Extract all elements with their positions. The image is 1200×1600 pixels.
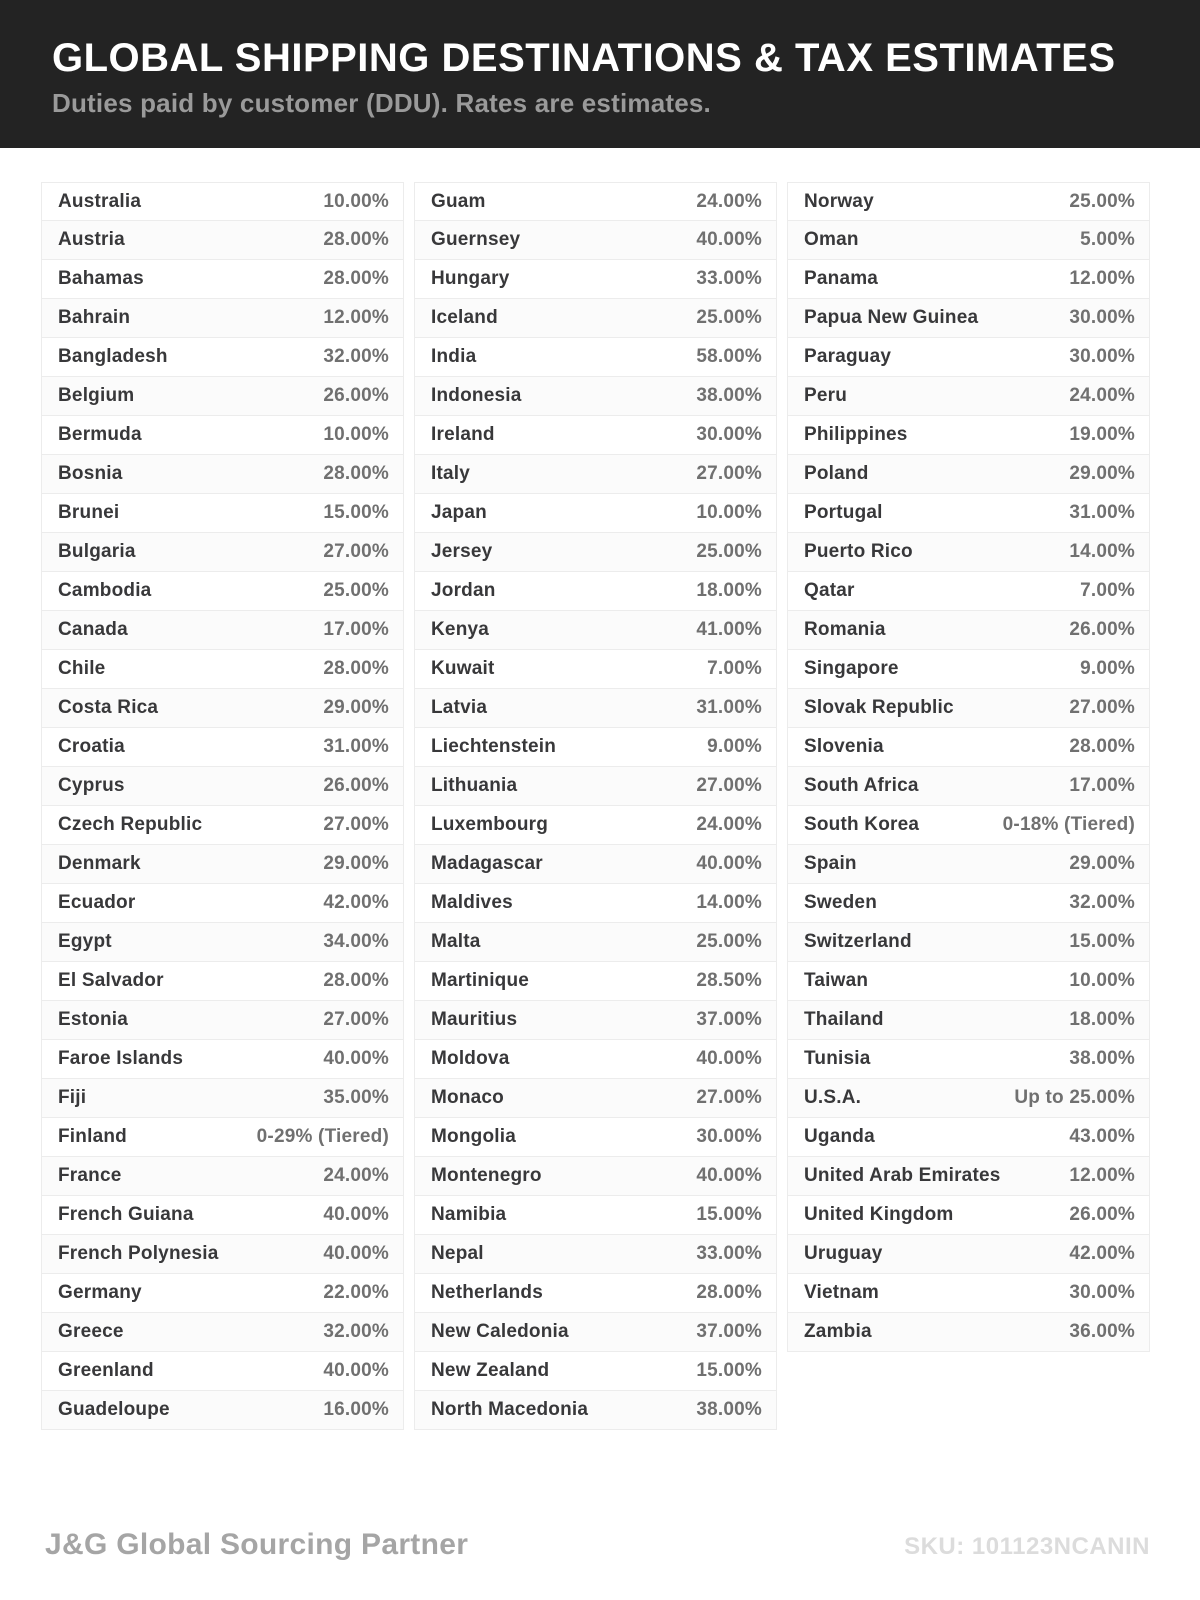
country-label: Mongolia: [431, 1126, 516, 1147]
country-label: Italy: [431, 463, 471, 484]
rate-value: 12.00%: [1069, 1165, 1135, 1186]
sku-label: SKU: 101123NCANIN: [904, 1533, 1150, 1560]
table-row: [787, 1118, 1150, 1157]
country-label: Poland: [804, 463, 869, 484]
rate-value: 10.00%: [696, 502, 762, 523]
country-label: Kuwait: [431, 658, 495, 679]
rate-value: 31.00%: [323, 736, 389, 757]
country-label: Cambodia: [58, 580, 152, 601]
rate-value: 9.00%: [1080, 658, 1135, 679]
table-row: [787, 1040, 1150, 1079]
table-row: [414, 1157, 777, 1196]
country-label: Slovenia: [804, 736, 884, 757]
table-row: [787, 1157, 1150, 1196]
rate-value: 28.00%: [1069, 736, 1135, 757]
footer: [0, 1528, 1200, 1562]
table-row: [414, 923, 777, 962]
rate-value: 27.00%: [696, 463, 762, 484]
rate-value: 16.00%: [323, 1399, 389, 1420]
table-row: [414, 962, 777, 1001]
table-row: [787, 728, 1150, 767]
table-row: [414, 260, 777, 299]
country-label: Slovak Republic: [804, 697, 954, 718]
rate-value: 27.00%: [1069, 697, 1135, 718]
rate-value: 28.00%: [323, 463, 389, 484]
table-row: [414, 416, 777, 455]
table-row: [41, 728, 404, 767]
rate-value: 26.00%: [1069, 1204, 1135, 1225]
table-row: [414, 338, 777, 377]
table-row: [414, 1079, 777, 1118]
country-label: Bermuda: [58, 424, 142, 445]
table-row: [414, 1313, 777, 1352]
table-row: [41, 1196, 404, 1235]
rate-value: 18.00%: [696, 580, 762, 601]
country-label: Latvia: [431, 697, 488, 718]
rate-value: 7.00%: [707, 658, 762, 679]
country-label: Mauritius: [431, 1009, 518, 1030]
table-row: [41, 611, 404, 650]
country-label: Faroe Islands: [58, 1048, 184, 1069]
rate-value: 37.00%: [696, 1321, 762, 1342]
country-label: Portugal: [804, 502, 883, 523]
rate-value: 30.00%: [1069, 307, 1135, 328]
country-label: Denmark: [58, 853, 141, 874]
rate-value: 26.00%: [323, 385, 389, 406]
country-label: Panama: [804, 268, 879, 289]
table-row: [787, 221, 1150, 260]
rate-value: 40.00%: [323, 1243, 389, 1264]
rate-value: 7.00%: [1080, 580, 1135, 601]
rate-value: 43.00%: [1069, 1126, 1135, 1147]
rate-value: Up to 25.00%: [1014, 1087, 1135, 1108]
rate-value: 0-18% (Tiered): [1002, 814, 1135, 835]
table-row: [41, 494, 404, 533]
country-label: France: [58, 1165, 122, 1186]
table-row: [787, 299, 1150, 338]
rate-value: 58.00%: [696, 346, 762, 367]
rate-value: 42.00%: [323, 892, 389, 913]
table-row: [414, 494, 777, 533]
country-label: Iceland: [431, 307, 498, 328]
table-row: [41, 650, 404, 689]
rate-value: 9.00%: [707, 736, 762, 757]
table-row: [414, 377, 777, 416]
table-row: [41, 1352, 404, 1391]
rate-value: 38.00%: [696, 385, 762, 406]
header-banner: [0, 0, 1200, 148]
table-row: [414, 1040, 777, 1079]
rate-value: 30.00%: [696, 1126, 762, 1147]
country-label: Costa Rica: [58, 697, 159, 718]
rate-value: 0-29% (Tiered): [256, 1126, 389, 1147]
table-row: [787, 845, 1150, 884]
country-label: Hungary: [431, 268, 510, 289]
country-label: United Arab Emirates: [804, 1165, 1001, 1186]
country-label: Chile: [58, 658, 106, 679]
rate-value: 15.00%: [323, 502, 389, 523]
country-label: Maldives: [431, 892, 513, 913]
country-label: Guam: [431, 190, 486, 212]
table-row: [41, 1235, 404, 1274]
rate-value: 37.00%: [696, 1009, 762, 1030]
table-row: [41, 416, 404, 455]
rate-value: 35.00%: [323, 1087, 389, 1108]
rate-value: 29.00%: [323, 697, 389, 718]
country-label: Sweden: [804, 892, 877, 913]
rate-value: 27.00%: [696, 1087, 762, 1108]
rate-value: 15.00%: [696, 1204, 762, 1225]
table-row: [414, 1274, 777, 1313]
country-label: Tunisia: [804, 1048, 871, 1069]
country-label: Nepal: [431, 1243, 484, 1264]
table-row: [41, 1118, 404, 1157]
country-label: Namibia: [431, 1204, 507, 1225]
country-label: Belgium: [58, 385, 135, 406]
page-title: GLOBAL SHIPPING DESTINATIONS & TAX ESTIMATES: [52, 36, 1116, 80]
rate-value: 25.00%: [696, 541, 762, 562]
table-row: [414, 650, 777, 689]
table-row: [41, 299, 404, 338]
rate-value: 31.00%: [696, 697, 762, 718]
country-label: India: [431, 346, 477, 367]
table-row: [787, 806, 1150, 845]
table-row: [787, 689, 1150, 728]
table-row: [787, 572, 1150, 611]
country-label: Greece: [58, 1321, 124, 1342]
country-label: Indonesia: [431, 385, 522, 406]
rate-value: 30.00%: [1069, 346, 1135, 367]
country-label: New Caledonia: [431, 1321, 569, 1342]
table-row: [787, 611, 1150, 650]
country-label: Cyprus: [58, 775, 125, 796]
table-row: [41, 1391, 404, 1430]
rate-value: 5.00%: [1080, 229, 1135, 250]
table-row: [414, 572, 777, 611]
table-row: [787, 338, 1150, 377]
rate-value: 32.00%: [323, 346, 389, 367]
rate-value: 32.00%: [1069, 892, 1135, 913]
country-label: Peru: [804, 385, 848, 406]
table-row: [41, 689, 404, 728]
country-label: Brunei: [58, 502, 120, 523]
rate-value: 22.00%: [323, 1282, 389, 1303]
country-label: Guernsey: [431, 229, 521, 250]
country-label: Luxembourg: [431, 814, 549, 835]
table-row: [41, 1040, 404, 1079]
country-label: Vietnam: [804, 1282, 879, 1303]
rate-value: 38.00%: [1069, 1048, 1135, 1069]
table-row: [414, 1196, 777, 1235]
rate-value: 40.00%: [696, 1048, 762, 1069]
country-label: Bahamas: [58, 268, 144, 289]
table-row: [41, 182, 404, 221]
table-row: [414, 221, 777, 260]
rate-value: 19.00%: [1069, 424, 1135, 445]
rate-value: 42.00%: [1069, 1243, 1135, 1264]
country-label: French Guiana: [58, 1204, 194, 1225]
table-row: [787, 884, 1150, 923]
rate-value: 41.00%: [696, 619, 762, 640]
rate-value: 29.00%: [1069, 853, 1135, 874]
table-row: [41, 455, 404, 494]
table-row: [41, 962, 404, 1001]
rate-value: 25.00%: [1069, 190, 1135, 212]
country-label: Norway: [804, 190, 874, 212]
table-row: [41, 260, 404, 299]
country-label: Moldova: [431, 1048, 510, 1069]
table-row: [787, 377, 1150, 416]
rate-value: 30.00%: [1069, 1282, 1135, 1303]
rate-value: 15.00%: [696, 1360, 762, 1381]
country-label: Bangladesh: [58, 346, 168, 367]
rate-value: 40.00%: [696, 229, 762, 250]
rate-value: 36.00%: [1069, 1321, 1135, 1342]
country-label: North Macedonia: [431, 1399, 589, 1420]
rate-value: 40.00%: [323, 1360, 389, 1381]
table-row: [414, 728, 777, 767]
rate-value: 24.00%: [696, 190, 762, 212]
table-row: [787, 1079, 1150, 1118]
table-row: [41, 533, 404, 572]
rate-value: 14.00%: [1069, 541, 1135, 562]
table-row: [41, 767, 404, 806]
country-label: Kenya: [431, 619, 490, 640]
table-row: [787, 767, 1150, 806]
table-row: [41, 377, 404, 416]
country-label: South Africa: [804, 775, 919, 796]
rate-value: 25.00%: [323, 580, 389, 601]
country-label: Canada: [58, 619, 128, 640]
table-row: [414, 806, 777, 845]
table-row: [787, 1274, 1150, 1313]
country-label: Oman: [804, 229, 859, 250]
rate-value: 29.00%: [323, 853, 389, 874]
rate-value: 10.00%: [1069, 970, 1135, 991]
country-label: Estonia: [58, 1009, 129, 1030]
country-label: El Salvador: [58, 970, 164, 991]
country-label: Austria: [58, 229, 125, 250]
country-label: Uganda: [804, 1126, 875, 1147]
rate-value: 29.00%: [1069, 463, 1135, 484]
table-row: [414, 1352, 777, 1391]
rate-value: 24.00%: [1069, 385, 1135, 406]
tax-table-column-3: [787, 182, 1150, 1430]
rate-value: 40.00%: [696, 853, 762, 874]
country-label: Lithuania: [431, 775, 518, 796]
table-row: [414, 611, 777, 650]
rate-value: 33.00%: [696, 1243, 762, 1264]
table-row: [41, 923, 404, 962]
table-row: [787, 260, 1150, 299]
rate-value: 27.00%: [323, 814, 389, 835]
table-row: [414, 884, 777, 923]
rate-value: 32.00%: [323, 1321, 389, 1342]
country-label: Bahrain: [58, 307, 131, 328]
table-row: [414, 845, 777, 884]
country-label: Taiwan: [804, 970, 869, 991]
country-label: Ecuador: [58, 892, 136, 913]
tax-table-column-2: [414, 182, 777, 1430]
country-label: Netherlands: [431, 1282, 544, 1303]
rate-value: 12.00%: [323, 307, 389, 328]
rate-value: 40.00%: [323, 1204, 389, 1225]
country-label: Egypt: [58, 931, 112, 952]
country-label: Croatia: [58, 736, 125, 757]
tax-rate-table: [41, 182, 1151, 1430]
rate-value: 24.00%: [696, 814, 762, 835]
table-row: [414, 1118, 777, 1157]
rate-value: 38.00%: [696, 1399, 762, 1420]
table-row: [41, 806, 404, 845]
rate-value: 40.00%: [323, 1048, 389, 1069]
table-row: [414, 299, 777, 338]
brand-name: J&G Global Sourcing Partner: [45, 1528, 469, 1561]
rate-value: 27.00%: [323, 541, 389, 562]
table-row: [414, 1391, 777, 1430]
rate-value: 28.50%: [696, 970, 762, 991]
table-row: [414, 533, 777, 572]
table-row: [41, 845, 404, 884]
country-label: Liechtenstein: [431, 736, 557, 757]
table-row: [41, 572, 404, 611]
tax-table-column-1: [41, 182, 404, 1430]
country-label: Montenegro: [431, 1165, 542, 1186]
table-row: [787, 494, 1150, 533]
country-label: Finland: [58, 1126, 127, 1147]
country-label: French Polynesia: [58, 1243, 219, 1264]
table-row: [414, 1001, 777, 1040]
table-row: [41, 338, 404, 377]
table-row: [787, 923, 1150, 962]
country-label: Australia: [58, 190, 142, 212]
rate-value: 17.00%: [323, 619, 389, 640]
rate-value: 12.00%: [1069, 268, 1135, 289]
rate-value: 25.00%: [696, 307, 762, 328]
country-label: Jordan: [431, 580, 496, 601]
rate-value: 28.00%: [323, 268, 389, 289]
rate-value: 27.00%: [323, 1009, 389, 1030]
rate-value: 28.00%: [323, 970, 389, 991]
table-row: [787, 416, 1150, 455]
country-label: Uruguay: [804, 1243, 883, 1264]
country-label: South Korea: [804, 814, 920, 835]
country-label: Puerto Rico: [804, 541, 913, 562]
table-row: [41, 1157, 404, 1196]
country-label: Martinique: [431, 970, 530, 991]
rate-value: 28.00%: [696, 1282, 762, 1303]
rate-value: 40.00%: [696, 1165, 762, 1186]
country-label: Bosnia: [58, 463, 123, 484]
country-label: Spain: [804, 853, 857, 874]
country-label: Fiji: [58, 1087, 87, 1108]
table-row: [414, 455, 777, 494]
rate-value: 17.00%: [1069, 775, 1135, 796]
rate-value: 18.00%: [1069, 1009, 1135, 1030]
table-row: [787, 1001, 1150, 1040]
table-row: [414, 1235, 777, 1274]
table-row: [41, 1001, 404, 1040]
country-label: Monaco: [431, 1087, 504, 1108]
table-row: [41, 1079, 404, 1118]
rate-value: 15.00%: [1069, 931, 1135, 952]
rate-value: 26.00%: [1069, 619, 1135, 640]
rate-value: 27.00%: [696, 775, 762, 796]
country-label: Thailand: [804, 1009, 884, 1030]
country-label: Czech Republic: [58, 814, 203, 835]
country-label: Zambia: [804, 1321, 872, 1342]
rate-value: 31.00%: [1069, 502, 1135, 523]
table-row: [787, 962, 1150, 1001]
country-label: Madagascar: [431, 853, 543, 874]
rate-value: 30.00%: [696, 424, 762, 445]
table-row: [41, 1274, 404, 1313]
table-row: [414, 689, 777, 728]
page-subtitle: Duties paid by customer (DDU). Rates are estimates.: [52, 88, 711, 118]
rate-value: 10.00%: [323, 190, 389, 212]
country-label: Papua New Guinea: [804, 307, 979, 328]
rate-value: 34.00%: [323, 931, 389, 952]
country-label: Greenland: [58, 1360, 154, 1381]
country-label: United Kingdom: [804, 1204, 954, 1225]
rate-value: 24.00%: [323, 1165, 389, 1186]
rate-value: 25.00%: [696, 931, 762, 952]
country-label: Ireland: [431, 424, 495, 445]
table-row: [787, 533, 1150, 572]
table-row: [787, 455, 1150, 494]
country-label: Guadeloupe: [58, 1399, 170, 1420]
country-label: Malta: [431, 931, 481, 952]
country-label: Jersey: [431, 541, 493, 562]
country-label: Singapore: [804, 658, 899, 679]
country-label: Switzerland: [804, 931, 912, 952]
country-label: Paraguay: [804, 346, 892, 367]
rate-value: 33.00%: [696, 268, 762, 289]
rate-value: 10.00%: [323, 424, 389, 445]
table-row: [41, 884, 404, 923]
table-row: [787, 182, 1150, 221]
rate-value: 14.00%: [696, 892, 762, 913]
table-row: [414, 767, 777, 806]
rate-value: 28.00%: [323, 658, 389, 679]
country-label: Romania: [804, 619, 886, 640]
country-label: Bulgaria: [58, 541, 136, 562]
table-row: [787, 1313, 1150, 1352]
table-row: [41, 1313, 404, 1352]
country-label: New Zealand: [431, 1360, 550, 1381]
country-label: Qatar: [804, 580, 855, 601]
country-label: U.S.A.: [804, 1087, 862, 1108]
table-row: [787, 650, 1150, 689]
country-label: Japan: [431, 502, 487, 523]
rate-value: 28.00%: [323, 229, 389, 250]
table-row: [787, 1196, 1150, 1235]
table-row: [414, 182, 777, 221]
table-row: [787, 1235, 1150, 1274]
rate-value: 26.00%: [323, 775, 389, 796]
country-label: Philippines: [804, 424, 908, 445]
table-row: [41, 221, 404, 260]
country-label: Germany: [58, 1282, 142, 1303]
